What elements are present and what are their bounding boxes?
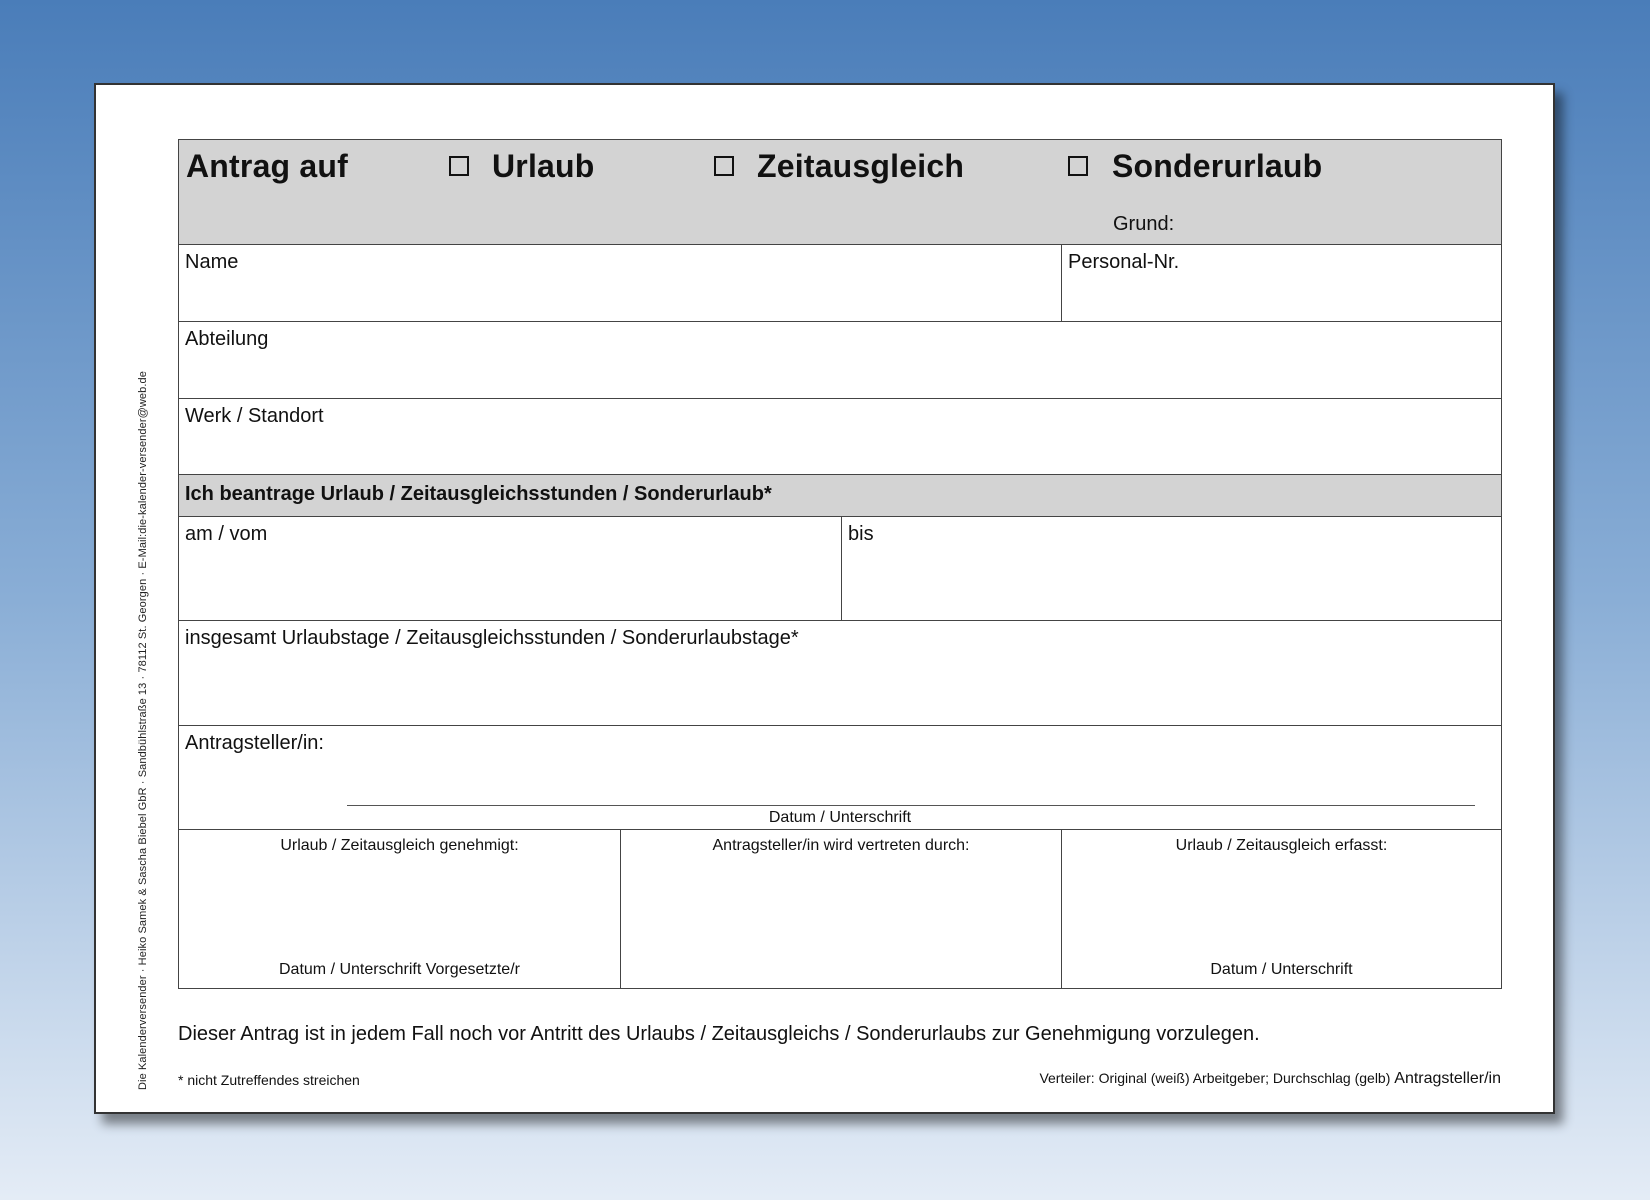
leave-request-form <box>178 139 1502 989</box>
distribution-prefix: Verteiler: Original (weiß) Arbeitgeber; Durchschlag (gelb) <box>1039 1070 1391 1086</box>
applicant-signature-caption: Datum / Unterschrift <box>768 809 912 826</box>
approval-caption: Datum / Unterschrift Vorgesetzte/r <box>279 961 520 978</box>
name-row <box>179 245 1501 322</box>
total-row <box>179 621 1501 726</box>
abteilung-row <box>179 322 1501 399</box>
substitute-title: Antragsteller/in wird vertreten durch: <box>712 837 970 854</box>
distribution-note <box>1039 1070 1501 1088</box>
zeitausgleich-label: Zeitausgleich <box>757 148 965 184</box>
name-label: Name <box>185 251 239 273</box>
from-date-field[interactable] <box>179 517 841 620</box>
footnote: * nicht Zutreffendes streichen <box>178 1072 360 1088</box>
to-date-field[interactable] <box>841 517 1501 620</box>
approval-field[interactable] <box>179 830 620 988</box>
werk-row <box>179 399 1501 475</box>
sonderurlaub-label: Sonderurlaub <box>1112 148 1323 184</box>
section-title: Ich beantrage Urlaub / Zeitausgleichsstunden / Sonderurlaub* <box>185 483 772 505</box>
request-section-header <box>179 475 1501 517</box>
applicant-label: Antragsteller/in: <box>185 732 324 754</box>
abteilung-label: Abteilung <box>185 328 269 350</box>
recorded-title: Urlaub / Zeitausgleich erfasst: <box>1175 837 1388 854</box>
abteilung-field[interactable] <box>179 322 1501 398</box>
to-date-label: bis <box>848 523 874 545</box>
werk-field[interactable] <box>179 399 1501 474</box>
form-title: Antrag auf <box>186 148 348 184</box>
personal-nr-label: Personal-Nr. <box>1068 251 1180 273</box>
form-header <box>179 140 1501 245</box>
side-imprint: Die Kalenderversender · Heiko Samek & Sascha Biebel GbR · Sandbühlstraße 13 · 78112 St. Georgen · E-Mail:die-kalender-versender@web.de <box>137 371 149 1090</box>
personal-nr-field[interactable] <box>1061 245 1501 321</box>
applicant-signature-field[interactable] <box>179 726 1501 829</box>
substitute-field[interactable] <box>620 830 1061 988</box>
approval-row <box>179 830 1501 988</box>
from-date-label: am / vom <box>185 523 268 545</box>
grund-label: Grund: <box>1113 213 1175 235</box>
zeitausgleich-checkbox[interactable] <box>714 156 734 176</box>
notice-text: Dieser Antrag ist in jedem Fall noch vor Antritt des Urlaubs / Zeitausgleichs / Sonderurlaubs zur Genehmigung vorzulegen. <box>178 1023 1260 1045</box>
total-days-field[interactable] <box>179 621 1501 725</box>
distribution-suffix: Antragsteller/in <box>1394 1070 1501 1087</box>
name-field[interactable] <box>179 245 1061 321</box>
recorded-field[interactable] <box>1061 830 1501 988</box>
urlaub-label: Urlaub <box>492 148 595 184</box>
total-days-label: insgesamt Urlaubstage / Zeitausgleichsstunden / Sonderurlaubstage* <box>185 627 799 649</box>
approval-title: Urlaub / Zeitausgleich genehmigt: <box>280 837 519 854</box>
sonderurlaub-checkbox[interactable] <box>1068 156 1088 176</box>
werk-label: Werk / Standort <box>185 405 324 427</box>
applicant-row <box>179 726 1501 830</box>
signature-line <box>347 805 1475 806</box>
recorded-caption: Datum / Unterschrift <box>1210 961 1353 978</box>
period-row <box>179 517 1501 621</box>
urlaub-checkbox[interactable] <box>449 156 469 176</box>
